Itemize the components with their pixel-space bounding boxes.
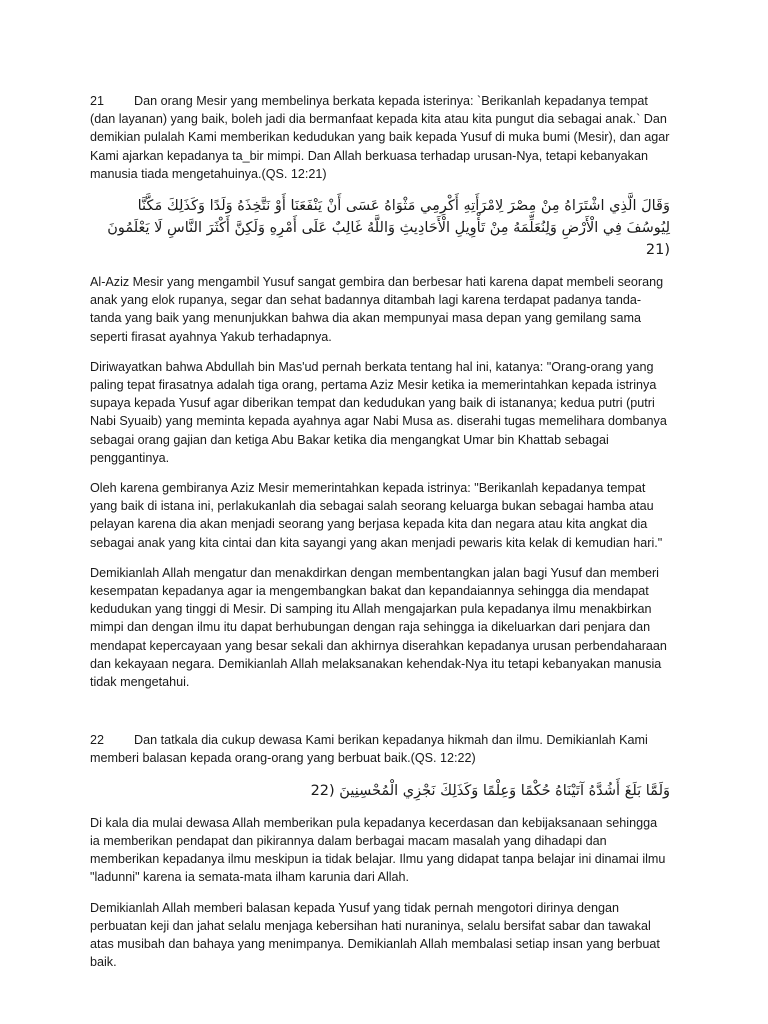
verse-number: 22: [90, 733, 105, 748]
document-page: [90, 92, 670, 983]
verse-number: 21: [90, 94, 105, 108]
verse-text: Dan orang Mesir yang membelinya berkata kepada isterinya: `Berikanlah kepadanya tempat (dan layanan) yang baik, boleh jadi dia bermanfaat kepada kita atau kita pungut dia sebagai anak.` Dan demikian pulalah Kami memberikan kedudukan yang baik kepada Yusuf di muka bumi (Mesir), dan agar Kami ajarkan kepadanya ta_bir mimpi. Dan Allah berkuasa terhadap urusan-Nya, tetapi kebanyakan manusia tiada mengetahuinya.(QS. 12:21): [90, 94, 670, 181]
commentary-paragraph: Al-Aziz Mesir yang mengambil Yusuf sangat gembira dan berbesar hati karena dapat membeli seorang anak yang elok rupanya, segar dan sehat badannya ditambah lagi karena terdapat padanya tanda-tanda yang baik yang menunjukkan bahwa dia akan mempunyai masa depan yang gemilang sama seperti firasat ayahnya Yakub terhadapnya.: [90, 275, 664, 344]
verse-text: Dan tatkala dia cukup dewasa Kami berikan kepadanya hikmah dan ilmu. Demikianlah Kami memberi balasan kepada orang-orang yang berbuat baik.(QS. 12:22): [90, 733, 648, 766]
commentary-paragraph: Demikianlah Allah mengatur dan menakdirkan dengan membentangkan jalan bagi Yusuf dan memberi kesempatan kepadanya agar ia mengembangkan bakat dan kepandaiannya sehingga dia mendapat kedudukan yang tinggi di Mesir. Di samping itu Allah mengajarkan pula kepadanya ilmu menakbirkan mimpi dan dengan ilmu itu dapat berhubungan dengan raja sehingga ia dikeluarkan dari penjara dan mendapat kepercayaan yang besar sekali dan akhirnya diserahkan kepadanya urusan perbendaharaan dan kekayaan negara. Demikianlah Allah melaksanakan kehendak-Nya itu tetapi kebanyakan manusia tidak mengetahui.: [90, 565, 667, 690]
commentary-paragraph: Diriwayatkan bahwa Abdullah bin Mas'ud pernah berkata tentang hal ini, katanya: "Orang-orang yang paling tepat firasatnya adalah tiga orang, pertama Aziz Mesir ketika ia memerintahkan kepada istrinya supaya kepada Yusuf agar diberikan tempat dan kedudukan yang baik di istananya; kedua putri (putri Nabi Syuaib) yang meminta kepada ayahnya agar Nabi Musa as. diserahi tugas memelihara dombanya sebagai orang gajian dan ketiga Abu Bakar ketika dia mengangkat Umar bin Khattab sebagai penggantinya.: [90, 359, 667, 465]
verse-21-section: [90, 92, 670, 691]
arabic-verse-21: وَقَالَ الَّذِي اشْتَرَاهُ مِنْ مِصْرَ لِامْرَأَتِهِ أَكْرِمِي مَثْوَاهُ عَسَى أَنْ يَنْفَعَنَا أَوْ نَتَّخِذَهُ وَلَدًا وَكَذَلِكَ مَكَّنَّا لِيُوسُفَ فِي الْأَرْضِ وَلِنُعَلِّمَهُ مِنْ تَأْوِيلِ الْأَحَادِيثِ وَاللَّهُ غَالِبٌ عَلَى أَمْرِهِ وَلَكِنَّ أَكْثَرَ النَّاسِ لَا يَعْلَمُونَ (21: [107, 198, 670, 259]
verse-21-translation: [90, 92, 670, 183]
commentary-paragraph: Demikianlah Allah memberi balasan kepada Yusuf yang tidak pernah mengotori dirinya dengan perbuatan keji dan jahat selalu menjaga kebersihan hati nuraninya, selalu bersifat sabar dan tawakal atas musibah dan bahaya yang menimpanya. Demikianlah Allah membalasi setiap insan yang berbuat baik.: [90, 900, 660, 970]
commentary-paragraph: Oleh karena gembiranya Aziz Mesir memerintahkan kepada istrinya: "Berikanlah kepadanya tempat yang baik di istana ini, perlakukanlah dia sebagai salah seorang keluarga bukan sebagai hamba atau pelayan karena dia akan menjadi seorang yang berjasa kepada kita dan negara atau kita angkat dia sebagai anak yang kita cintai dan kita sayangi yang akan menjadi pewaris kita kelak di kemudian hari.": [90, 481, 663, 550]
verse-22-translation: [90, 731, 670, 767]
commentary-paragraph: Di kala dia mulai dewasa Allah memberikan pula kepadanya kecerdasan dan kebijaksanaan sehingga ia memberikan pendapat dan pikirannya dalam berbagai macam masalah yang dihadapi dan memberikan kepadanya ilmu meskipun ia tidak belajar. Ilmu yang didapat tanpa belajar ini dinamai ilmu "ladunni" karena ia semata-mata ilham karunia dari Allah.: [90, 815, 666, 885]
section-spacer: [90, 703, 670, 731]
arabic-verse-22: وَلَمَّا بَلَغَ أَشُدَّهُ آتَيْنَاهُ حُكْمًا وَعِلْمًا وَكَذَلِكَ نَجْزِي الْمُحْسِنِينَ (22: [310, 782, 670, 799]
verse-22-section: [90, 731, 670, 971]
